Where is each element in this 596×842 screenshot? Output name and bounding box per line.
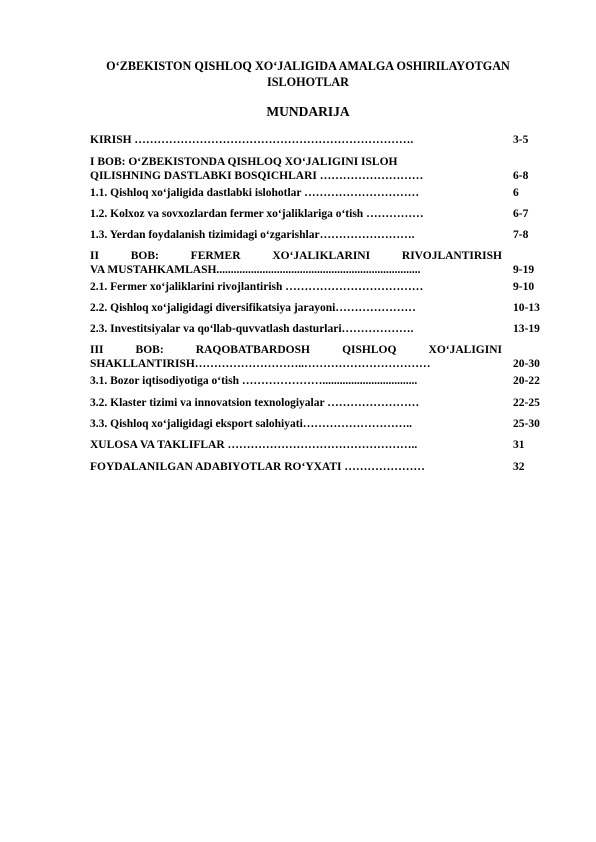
toc-entry-text: XULOSA VA TAKLIFLAR …………………………………………..	[90, 439, 418, 451]
toc-entry-chapter-2[interactable]	[90, 249, 560, 277]
document-title-line-1: O‘ZBEKISTON QISHLOQ XO‘JALIGIDA AMALGA OSHIRILAYOTGAN	[106, 59, 510, 73]
toc-entry-text	[90, 155, 502, 183]
toc-entry-section-1-2[interactable]	[90, 207, 560, 221]
toc-entry-text-line-1: I BOB: O‘ZBEKISTONDA QISHLOQ XO‘JALIGINI ISLOH	[90, 156, 398, 168]
toc-entry-section-2-3[interactable]	[90, 322, 560, 336]
toc-entry-text	[90, 249, 502, 277]
toc-entry-text: KIRISH ……………………………………………………………….	[90, 134, 414, 146]
toc-entry-page: 25-30	[513, 418, 540, 430]
toc-entry-text: 3.2. Klaster tizimi va innovatsion texnologiyalar ……………………	[90, 397, 420, 409]
toc-entry-page: 6	[513, 187, 519, 199]
toc-entry-page: 3-5	[513, 134, 529, 146]
toc-entry-text: FOYDALANILGAN ADABIYOTLAR RO‘YXATI …………………	[90, 461, 425, 473]
toc-entry-section-3-1[interactable]	[90, 374, 560, 388]
toc-entry-page: 20-30	[513, 358, 540, 370]
toc-entry-page: 6-7	[513, 208, 529, 220]
toc-entry-text: 2.2. Qishloq xo‘jaligidagi diversifikatsiya jarayoni…………………	[90, 302, 416, 314]
toc-entry-text: 2.1. Fermer xo‘jaliklarini rivojlantirish ………………………………	[90, 281, 424, 293]
toc-entry-text: 1.2. Kolxoz va sovxozlardan fermer xo‘jaliklariga o‘tish ……………	[90, 208, 424, 220]
toc-entry-page: 7-8	[513, 229, 529, 241]
toc-heading: MUNDARIJA	[266, 104, 350, 119]
toc-entry-page: 10-13	[513, 302, 540, 314]
toc-entry-page: 32	[513, 461, 525, 473]
toc-entry-text-line-2: SHAKLLANTIRISH………………………..……………………………	[90, 358, 431, 370]
toc-entry-text-line-2: VA MUSTAHKAMLASH.......................................................................	[90, 264, 421, 276]
toc-entry-section-3-2[interactable]	[90, 396, 560, 410]
toc-entry-text-line-2: QILISHNING DASTLABKI BOSQICHLARI ………………………	[90, 170, 424, 182]
document-title-line-2: ISLOHOTLAR	[267, 75, 349, 89]
toc-entry-text-line-1: II BOB: FERMER XO‘JALIKLARINI RIVOJLANTIRISH	[90, 250, 502, 262]
toc-entry-section-3-3[interactable]	[90, 417, 560, 431]
toc-entry-kirish[interactable]	[90, 133, 560, 147]
toc-entry-conclusion[interactable]	[90, 438, 560, 452]
toc-entry-text: 3.3. Qishloq xo‘jaligidagi eksport salohiyati………………………..	[90, 418, 413, 430]
toc-entry-page: 6-8	[513, 170, 529, 182]
toc-entry-section-1-1[interactable]	[90, 186, 560, 200]
toc-entry-text	[90, 343, 502, 371]
toc-entry-page: 20-22	[513, 375, 540, 387]
toc-entry-text: 1.3. Yerdan foydalanish tizimidagi o‘zgarishlar…………………….	[90, 229, 415, 241]
toc-entry-page: 13-19	[513, 323, 540, 335]
toc-entry-page: 31	[513, 439, 525, 451]
toc-entry-section-2-2[interactable]	[90, 301, 560, 315]
toc-entry-text-line-1: III BOB: RAQOBATBARDOSH QISHLOQ XO‘JALIGINI	[90, 344, 502, 356]
toc-entry-chapter-1[interactable]	[90, 155, 560, 183]
toc-entry-page: 9-10	[513, 281, 535, 293]
toc-entry-section-1-3[interactable]	[90, 228, 560, 242]
toc-entry-chapter-3[interactable]	[90, 343, 560, 371]
toc-entry-section-2-1[interactable]	[90, 280, 560, 294]
toc-entry-bibliography[interactable]	[90, 460, 560, 474]
toc-entry-page: 9-19	[513, 264, 535, 276]
toc-entry-text: 3.1. Bozor iqtisodiyotiga o‘tish ………………….................................	[90, 375, 418, 387]
toc-entry-text: 2.3. Investitsiyalar va qo‘llab-quvvatlash dasturlari……………….	[90, 323, 414, 335]
toc-entry-page: 22-25	[513, 397, 540, 409]
toc-entry-text: 1.1. Qishloq xo‘jaligida dastlabki islohotlar …………………………	[90, 187, 420, 199]
document-title	[60, 58, 556, 90]
